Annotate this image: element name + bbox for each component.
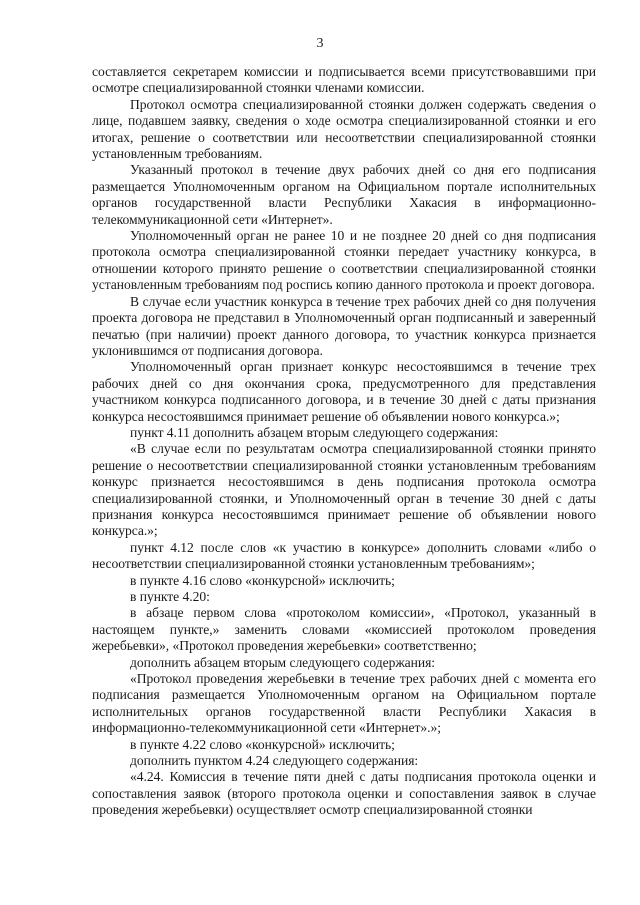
paragraph: пункт 4.11 дополнить абзацем вторым следующего содержания: — [130, 424, 499, 440]
paragraph: составляется секретарем комиссии и подписывается всеми присутствовавшими при осмотре специализированной стоянки членами комиссии. — [92, 64, 596, 96]
paragraph: в абзаце первом слова «протоколом комиссии», «Протокол, указанный в настоящем пункте,» заменить словами «комиссией протоколом проведения жеребьевки», «Протокол проведения жеребьевки» соответственно; — [92, 605, 596, 654]
page-number: 3 — [316, 36, 324, 51]
paragraph: дополнить абзацем вторым следующего содержания: — [130, 654, 436, 670]
document-body — [92, 64, 596, 819]
paragraph: «4.24. Комиссия в течение пяти дней с даты подписания протокола оценки и сопоставления заявок (второго протокола оценки и сопоставления заявок в случае проведения жеребьевки) осуществляет осмотр специализированной стоянки — [92, 769, 596, 818]
paragraph: Уполномоченный орган признает конкурс несостоявшимся в течение трех рабочих дней со дня окончания срока, предусмотренного для представления участником конкурса подписанного договора, и в течение 30 дней с даты признания конкурса несостоявшимся принимает решение об объявлении нового конкурса.»; — [92, 359, 596, 424]
paragraph: в пункте 4.16 слово «конкурсной» исключить; — [130, 572, 395, 588]
paragraph: «Протокол проведения жеребьевки в течение трех рабочих дней с момента его подписания размещается Уполномоченным органом на Официальном портале исполнительных органов государственной власти Республики Хакасия в информационно-телекоммуникационной сети «Интернет».»; — [92, 671, 596, 736]
paragraph: в пункте 4.20: — [130, 589, 210, 604]
paragraph: дополнить пунктом 4.24 следующего содержания: — [130, 753, 419, 769]
paragraph: пункт 4.12 после слов «к участию в конкурсе» дополнить словами «либо о несоответствии специализированной стоянки установленным требованиям»; — [92, 539, 596, 572]
paragraph: Уполномоченный орган не ранее 10 и не позднее 20 дней со дня подписания протокола осмотра специализированной стоянки передает участнику конкурса, в отношении которого принято решение о соответствии специализированной стоянки установленным требованиям под роспись копию данного протокола и проект договора. — [92, 228, 596, 293]
paragraph: в пункте 4.22 слово «конкурсной» исключить; — [130, 736, 395, 752]
paragraph: Указанный протокол в течение двух рабочих дней со дня его подписания размещается Уполномоченным органом на Официальном портале исполнительных органов государственной власти Республики Хакасия в информационно-телекоммуникационной сети «Интернет». — [92, 162, 596, 227]
paragraph: «В случае если по результатам осмотра специализированной стоянки принято решение о несоответствии специализированной стоянки установленным требованиям конкурс признается несостоявшимся в день подписания протокола осмотра специализированной стоянки, и Уполномоченный орган в течение 30 дней с даты признания конкурса несостоявшимся принимает решение об объявлении нового конкурса.»; — [92, 441, 596, 539]
paragraph: В случае если участник конкурса в течение трех рабочих дней со дня получения проекта договора не представил в Уполномоченный орган подписанный и заверенный печатью (при наличии) проект данного договора, то участник конкурса признается уклонившимся от подписания договора. — [92, 293, 596, 358]
paragraph: Протокол осмотра специализированной стоянки должен содержать сведения о лице, подавшем заявку, сведения о ходе осмотра специализированной стоянки и его итогах, решение о соответствии или несоответствии специализированной стоянки установленным требованиям. — [92, 96, 596, 162]
